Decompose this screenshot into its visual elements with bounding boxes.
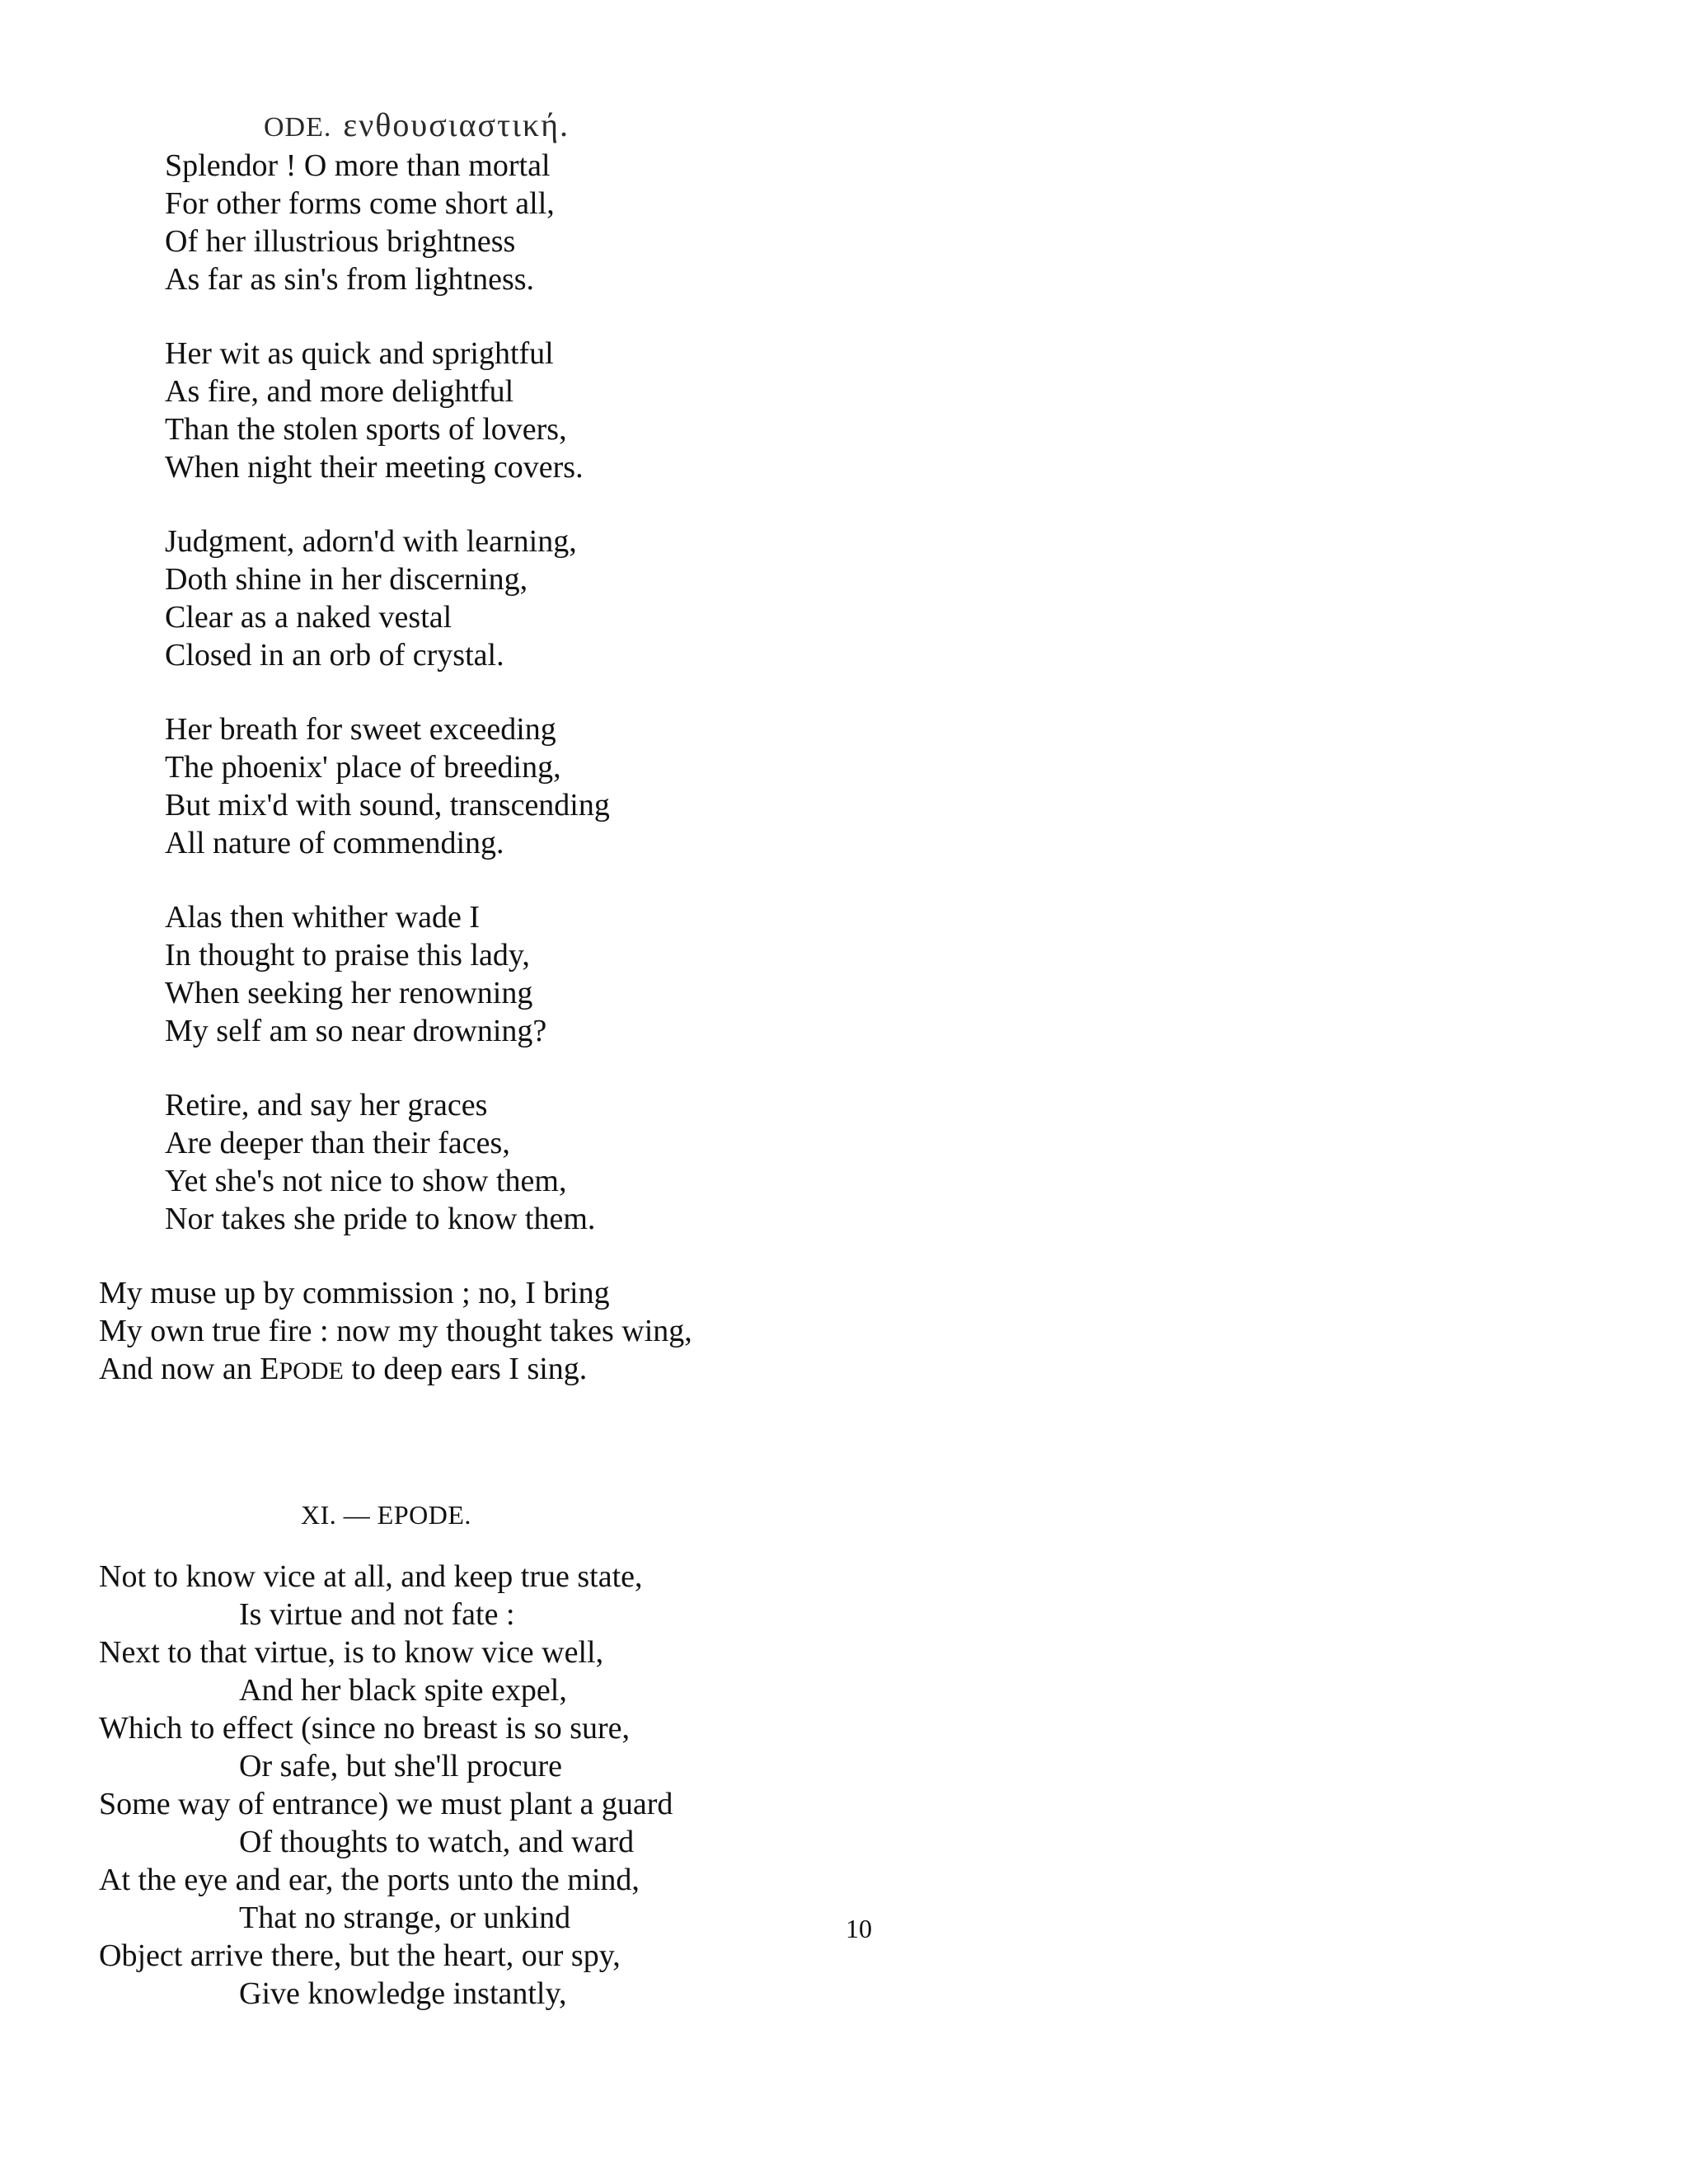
- section-title: XI. — EPODE.: [301, 1500, 471, 1530]
- poem-line: Closed in an orb of crystal.: [165, 638, 504, 673]
- closing-line: [99, 1350, 587, 1390]
- epode-line: Give knowledge instantly,: [239, 1976, 567, 2011]
- poem-line: Splendor ! O more than mortal: [165, 148, 551, 183]
- page-number: 10: [846, 1914, 872, 1943]
- poem-line: In thought to praise this lady,: [165, 938, 530, 972]
- poem-line: Doth shine in her discerning,: [165, 562, 528, 597]
- ode-label: ODE.: [264, 112, 332, 143]
- closing-line-suffix: to deep ears I sing.: [343, 1352, 588, 1386]
- epode-line: Not to know vice at all, and keep true state,: [99, 1559, 643, 1594]
- poem-line: Judgment, adorn'd with learning,: [165, 524, 577, 559]
- epode-line: Of thoughts to watch, and ward: [239, 1825, 635, 1859]
- small-caps-initial: E: [260, 1352, 279, 1386]
- epode-line: Object arrive there, but the heart, our spy,: [99, 1938, 621, 1973]
- poem-line: Retire, and say her graces: [165, 1088, 488, 1122]
- epode-line: Which to effect (since no breast is so sure,: [99, 1711, 631, 1746]
- poem-line: Than the stolen sports of lovers,: [165, 412, 567, 447]
- epode-line: And her black spite expel,: [239, 1673, 567, 1708]
- poem-line: But mix'd with sound, transcending: [165, 788, 610, 823]
- poem-line: Nor takes she pride to know them.: [165, 1202, 596, 1236]
- poem-line: Clear as a naked vestal: [165, 600, 452, 635]
- poem-line: Her wit as quick and sprightful: [165, 336, 554, 371]
- poem-line: Her breath for sweet exceeding: [165, 712, 556, 747]
- poem-line: When seeking her renowning: [165, 976, 533, 1010]
- closing-line-prefix: And now an: [99, 1352, 260, 1386]
- poem-line: My self am so near drowning?: [165, 1014, 547, 1048]
- small-caps-rest: PODE: [279, 1357, 344, 1385]
- epode-line: Or safe, but she'll procure: [239, 1749, 562, 1783]
- poem-line: The phoenix' place of breeding,: [165, 750, 561, 785]
- epode-line: Next to that virtue, is to know vice well,: [99, 1635, 604, 1670]
- poem-line: When night their meeting covers.: [165, 450, 584, 485]
- epode-line: Some way of entrance) we must plant a guard: [99, 1787, 673, 1821]
- poem-line: Of her illustrious brightness: [165, 224, 516, 259]
- poem-line: As fire, and more delightful: [165, 374, 514, 409]
- poem-line: Are deeper than their faces,: [165, 1126, 510, 1160]
- poem-line: Yet she's not nice to show them,: [165, 1164, 567, 1198]
- epode-line: Is virtue and not fate :: [239, 1597, 515, 1632]
- ode-heading: [264, 105, 570, 144]
- poem-line: As far as sin's from lightness.: [165, 262, 535, 297]
- ode-greek-title: ενθουσιαστική.: [343, 106, 570, 143]
- poem-line: All nature of commending.: [165, 826, 504, 860]
- poem-line: Alas then whither wade I: [165, 900, 480, 935]
- epode-line: That no strange, or unkind: [239, 1900, 571, 1935]
- closing-line: My muse up by commission ; no, I bring: [99, 1276, 610, 1310]
- closing-line: My own true fire : now my thought takes wing,: [99, 1314, 692, 1348]
- epode-line: At the eye and ear, the ports unto the mind,: [99, 1863, 640, 1897]
- poem-line: For other forms come short all,: [165, 186, 555, 221]
